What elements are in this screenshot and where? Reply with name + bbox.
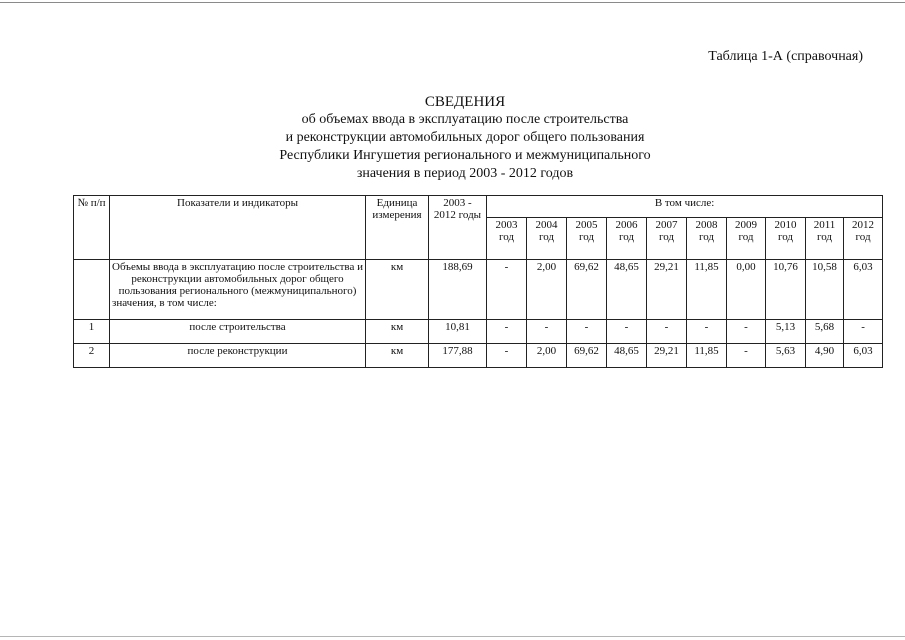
header-year: 2010 год [766,218,806,260]
cell-value: - [607,320,647,344]
cell-total: 188,69 [429,260,487,320]
cell-num: 1 [74,320,110,344]
cell-value: - [527,320,567,344]
header-year: 2004 год [527,218,567,260]
cell-value: 11,85 [687,344,727,368]
cell-value: - [487,260,527,320]
cell-value: - [727,320,766,344]
cell-value: 69,62 [567,344,607,368]
cell-value: 10,58 [806,260,844,320]
table-row [74,344,883,368]
cell-value: 29,21 [647,260,687,320]
cell-value: 29,21 [647,344,687,368]
header-total: 2003 - 2012 годы [429,196,487,260]
cell-value: - [567,320,607,344]
cell-indicator: после реконструкции [110,344,366,368]
table-row [74,320,883,344]
table-caption: Таблица 1-А (справочная) [708,49,863,64]
header-year: 2003 год [487,218,527,260]
heading-line: и реконструкции автомобильных дорог общего пользования [285,130,645,145]
header-row [74,196,883,218]
data-table [73,195,883,368]
cell-num [74,260,110,320]
table-row [74,260,883,320]
cell-indicator: Объемы ввода в эксплуатацию после строительства и реконструкции автомобильных дорог общего пользования регионального (межмуниципального) значения, в том числе: [110,260,366,320]
cell-value: - [487,320,527,344]
cell-value: 48,65 [607,344,647,368]
cell-value: 2,00 [527,260,567,320]
header-including: В том числе: [487,196,883,218]
cell-num: 2 [74,344,110,368]
header-year: 2011 год [806,218,844,260]
heading-line: Республики Ингушетия регионального и межмуниципального [279,148,651,163]
cell-unit: км [366,260,429,320]
cell-value: 6,03 [844,344,883,368]
cell-value: 4,90 [806,344,844,368]
heading-line: об объемах ввода в эксплуатацию после строительства [301,112,629,127]
header-num: № п/п [74,196,110,260]
cell-value: 5,63 [766,344,806,368]
bottom-scan-edge [0,636,905,637]
cell-value: - [647,320,687,344]
header-unit: Единица измерения [366,196,429,260]
cell-unit: км [366,344,429,368]
header-year: 2009 год [727,218,766,260]
header-year: 2012 год [844,218,883,260]
cell-value: 5,68 [806,320,844,344]
cell-value: 11,85 [687,260,727,320]
cell-total: 177,88 [429,344,487,368]
cell-value: - [487,344,527,368]
cell-unit: км [366,320,429,344]
cell-indicator: после строительства [110,320,366,344]
cell-value: - [687,320,727,344]
top-scan-edge [0,2,905,3]
heading-title: СВЕДЕНИЯ [424,94,506,110]
header-year: 2006 год [607,218,647,260]
heading-line: значения в период 2003 - 2012 годов [356,166,574,181]
cell-total: 10,81 [429,320,487,344]
cell-value: 2,00 [527,344,567,368]
cell-value: 48,65 [607,260,647,320]
cell-value: 0,00 [727,260,766,320]
header-indicator: Показатели и индикаторы [110,196,366,260]
header-year: 2008 год [687,218,727,260]
cell-value: 10,76 [766,260,806,320]
header-year: 2005 год [567,218,607,260]
document-heading [180,93,750,183]
cell-value: 5,13 [766,320,806,344]
cell-value: 69,62 [567,260,607,320]
cell-value: - [727,344,766,368]
cell-value: - [844,320,883,344]
header-year: 2007 год [647,218,687,260]
cell-value: 6,03 [844,260,883,320]
